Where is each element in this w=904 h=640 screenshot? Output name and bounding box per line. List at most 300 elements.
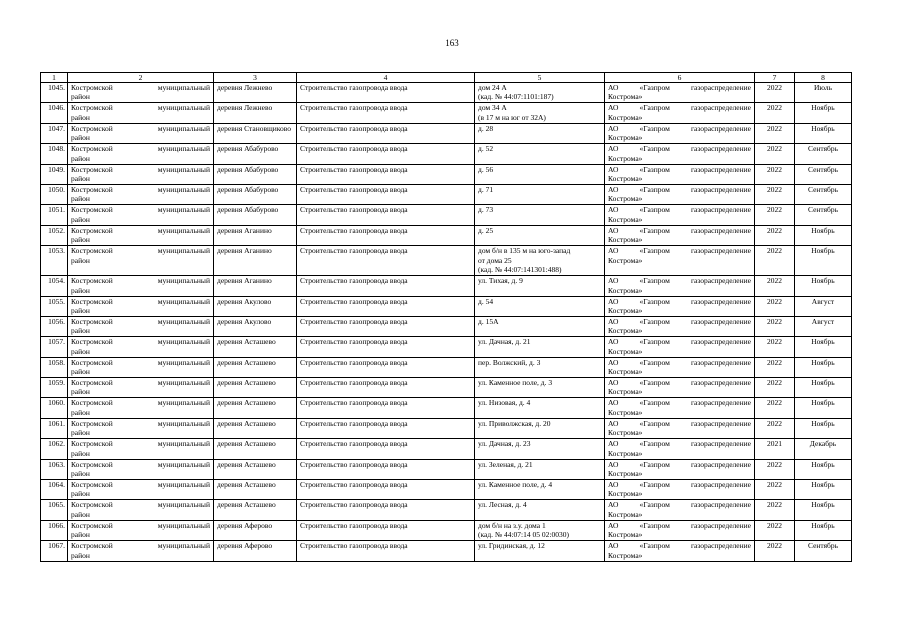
table-row (41, 378, 852, 398)
row-number: 1057. (48, 337, 65, 347)
settlement-name: деревня Асташево (217, 337, 276, 347)
work-description: Строительство газопровода ввода (300, 83, 408, 92)
settlement-cell (214, 541, 297, 561)
municipality-unit: район (71, 92, 90, 102)
organization-name-part: газораспределение (690, 205, 751, 215)
month-cell (795, 205, 852, 225)
municipality-type: муниципальный (157, 480, 210, 490)
address-line: дом б/н в 135 м на юго-запад (478, 246, 571, 256)
table-row (41, 103, 852, 123)
table-row (41, 439, 852, 459)
year-value: 2022 (767, 459, 782, 469)
municipality-name: Костромской (71, 123, 113, 133)
address-line: ул. Каменное поле, д. 3 (478, 378, 553, 388)
work-description: Строительство газопровода ввода (300, 123, 408, 133)
address-line: (в 17 м на юг от 32А) (478, 112, 546, 122)
organization-form: АО (608, 205, 619, 215)
month-value: Сентябрь (807, 184, 839, 194)
month-cell (795, 459, 852, 479)
municipality-cell (68, 225, 214, 245)
organization-cell (605, 296, 755, 316)
address-line: ул. Тихая, д. 9 (478, 276, 523, 286)
municipality-unit: район (71, 509, 90, 519)
work-cell (297, 500, 475, 520)
month-cell (795, 439, 852, 459)
row-number-cell (41, 398, 68, 418)
organization-name-part: Кострома» (608, 214, 643, 224)
table-row (41, 144, 852, 164)
work-description: Строительство газопровода ввода (300, 541, 408, 551)
municipality-unit: район (71, 530, 90, 540)
row-number: 1062. (48, 439, 65, 449)
work-description: Строительство газопровода ввода (300, 246, 408, 256)
work-cell (297, 246, 475, 276)
work-cell (297, 520, 475, 540)
table-row (41, 459, 852, 479)
settlement-cell (214, 184, 297, 204)
month-value: Ноябрь (811, 246, 835, 256)
settlement-name: деревня Абабурово (217, 205, 279, 215)
address-line: д. 56 (478, 164, 494, 174)
organization-name-part: «Газпром (639, 246, 670, 256)
address-cell (475, 164, 605, 184)
address-cell (475, 337, 605, 357)
row-number: 1060. (48, 398, 65, 408)
organization-name-part: газораспределение (690, 337, 751, 347)
month-cell (795, 164, 852, 184)
municipality-cell (68, 357, 214, 377)
year-value: 2022 (767, 296, 782, 306)
organization-name-part: «Газпром (639, 480, 670, 490)
municipality-type: муниципальный (157, 184, 210, 194)
organization-cell (605, 246, 755, 276)
table-row (41, 316, 852, 336)
address-line: пер. Волжский, д. 3 (478, 357, 541, 367)
settlement-cell (214, 144, 297, 164)
work-cell (297, 316, 475, 336)
work-cell (297, 459, 475, 479)
municipality-unit: район (71, 133, 90, 143)
organization-cell (605, 418, 755, 438)
municipality-name: Костромской (71, 459, 113, 469)
work-description: Строительство газопровода ввода (300, 418, 408, 428)
year-cell (755, 520, 795, 540)
municipality-cell (68, 459, 214, 479)
year-value: 2022 (767, 357, 782, 367)
organization-name-part: газораспределение (690, 184, 751, 194)
organization-name-part: «Газпром (639, 418, 670, 428)
organization-name-part: «Газпром (639, 541, 670, 551)
organization-name-part: газораспределение (690, 276, 751, 286)
municipality-type: муниципальный (157, 83, 210, 92)
row-number-cell (41, 83, 68, 103)
address-cell (475, 459, 605, 479)
municipality-unit: район (71, 214, 90, 224)
row-number: 1056. (48, 316, 65, 326)
month-cell (795, 520, 852, 540)
address-line: дом 34 А (478, 103, 507, 113)
month-cell (795, 225, 852, 245)
municipality-name: Костромской (71, 378, 113, 388)
row-number: 1047. (48, 123, 65, 133)
month-value: Ноябрь (811, 337, 835, 347)
table-row (41, 357, 852, 377)
organization-name-part: «Газпром (639, 439, 670, 449)
organization-name-part: Кострома» (608, 407, 643, 417)
settlement-cell (214, 378, 297, 398)
organization-cell (605, 103, 755, 123)
table-row (41, 418, 852, 438)
organization-cell (605, 316, 755, 336)
month-value: Ноябрь (811, 123, 835, 133)
row-number: 1064. (48, 480, 65, 490)
organization-name-part: Кострома» (608, 153, 643, 163)
organization-name-part: «Газпром (639, 500, 670, 510)
table-row (41, 164, 852, 184)
work-description: Строительство газопровода ввода (300, 164, 408, 174)
year-cell (755, 480, 795, 500)
settlement-name: деревня Асташево (217, 459, 276, 469)
settlement-name: деревня Аганино (217, 246, 272, 256)
year-value: 2022 (767, 418, 782, 428)
municipality-unit: район (71, 326, 90, 336)
organization-name-part: «Газпром (639, 337, 670, 347)
address-cell (475, 418, 605, 438)
table-body (41, 83, 852, 562)
address-cell (475, 103, 605, 123)
organization-name-part: газораспределение (690, 225, 751, 235)
row-number-cell (41, 123, 68, 143)
address-line: от дома 25 (478, 255, 512, 265)
month-cell (795, 316, 852, 336)
table-row (41, 225, 852, 245)
municipality-unit: район (71, 550, 90, 560)
organization-form: АО (608, 83, 619, 92)
settlement-name: деревня Асташево (217, 439, 276, 449)
organization-form: АО (608, 520, 619, 530)
organization-form: АО (608, 103, 619, 113)
settlement-cell (214, 398, 297, 418)
organization-name-part: газораспределение (690, 439, 751, 449)
year-cell (755, 398, 795, 418)
municipality-type: муниципальный (157, 276, 210, 286)
organization-form: АО (608, 439, 619, 449)
column-header-3: 3 (214, 73, 297, 83)
municipality-cell (68, 296, 214, 316)
year-cell (755, 123, 795, 143)
month-value: Сентябрь (807, 541, 839, 551)
organization-form: АО (608, 500, 619, 510)
year-value: 2022 (767, 398, 782, 408)
address-cell (475, 398, 605, 418)
address-line: дом 24 А (478, 83, 507, 92)
address-cell (475, 276, 605, 296)
row-number-cell (41, 276, 68, 296)
year-value: 2022 (767, 205, 782, 215)
organization-name-part: газораспределение (690, 418, 751, 428)
municipality-unit: район (71, 255, 90, 265)
row-number: 1065. (48, 500, 65, 510)
municipality-name: Костромской (71, 83, 113, 92)
work-cell (297, 378, 475, 398)
municipality-name: Костромской (71, 144, 113, 154)
address-line: д. 52 (478, 144, 494, 154)
row-number-cell (41, 378, 68, 398)
month-value: Ноябрь (811, 520, 835, 530)
municipality-type: муниципальный (157, 459, 210, 469)
year-cell (755, 164, 795, 184)
year-value: 2022 (767, 520, 782, 530)
organization-name-part: Кострома» (608, 133, 643, 143)
organization-form: АО (608, 123, 619, 133)
municipality-cell (68, 337, 214, 357)
municipality-type: муниципальный (157, 144, 210, 154)
work-description: Строительство газопровода ввода (300, 439, 408, 449)
municipality-unit: район (71, 387, 90, 397)
organization-form: АО (608, 418, 619, 428)
organization-form: АО (608, 398, 619, 408)
address-cell (475, 296, 605, 316)
address-cell (475, 480, 605, 500)
address-cell (475, 378, 605, 398)
organization-cell (605, 520, 755, 540)
municipality-unit: район (71, 305, 90, 315)
address-cell (475, 357, 605, 377)
address-line: ул. Низовая, д. 4 (478, 398, 531, 408)
column-header-1: 1 (41, 73, 68, 83)
work-description: Строительство газопровода ввода (300, 459, 408, 469)
month-cell (795, 123, 852, 143)
table-row (41, 480, 852, 500)
settlement-name: деревня Лежнево (217, 103, 273, 113)
organization-name-part: Кострома» (608, 92, 643, 102)
year-value: 2022 (767, 246, 782, 256)
organization-cell (605, 378, 755, 398)
month-value: Ноябрь (811, 378, 835, 388)
organization-name-part: «Газпром (639, 164, 670, 174)
work-cell (297, 225, 475, 245)
month-value: Ноябрь (811, 276, 835, 286)
settlement-cell (214, 316, 297, 336)
organization-cell (605, 83, 755, 103)
organization-name-part: Кострома» (608, 448, 643, 458)
month-value: Сентябрь (807, 144, 839, 154)
month-value: Ноябрь (811, 459, 835, 469)
month-value: Ноябрь (811, 398, 835, 408)
work-description: Строительство газопровода ввода (300, 276, 408, 286)
row-number-cell (41, 184, 68, 204)
year-cell (755, 83, 795, 103)
year-value: 2022 (767, 276, 782, 286)
address-cell (475, 439, 605, 459)
settlement-name: деревня Асташево (217, 480, 276, 490)
settlement-name: деревня Асташево (217, 418, 276, 428)
work-cell (297, 357, 475, 377)
settlement-cell (214, 500, 297, 520)
address-line: (кад. № 44:07:141301:488) (478, 264, 562, 274)
address-cell (475, 520, 605, 540)
municipality-name: Костромской (71, 316, 113, 326)
year-value: 2022 (767, 500, 782, 510)
row-number-cell (41, 500, 68, 520)
row-number: 1052. (48, 225, 65, 235)
year-cell (755, 184, 795, 204)
settlement-cell (214, 357, 297, 377)
municipality-type: муниципальный (157, 541, 210, 551)
settlement-name: деревня Асташево (217, 378, 276, 388)
address-cell (475, 500, 605, 520)
table-row (41, 337, 852, 357)
row-number: 1066. (48, 520, 65, 530)
table-row (41, 541, 852, 561)
year-cell (755, 225, 795, 245)
municipality-name: Костромской (71, 480, 113, 490)
address-cell (475, 123, 605, 143)
settlement-cell (214, 459, 297, 479)
settlement-cell (214, 276, 297, 296)
address-line: ул. Каменное поле, д. 4 (478, 480, 553, 490)
work-description: Строительство газопровода ввода (300, 357, 408, 367)
municipality-cell (68, 520, 214, 540)
column-header-4: 4 (297, 73, 475, 83)
gas-pipeline-schedule-table (40, 72, 852, 562)
year-cell (755, 205, 795, 225)
settlement-cell (214, 439, 297, 459)
municipality-type: муниципальный (157, 103, 210, 113)
organization-cell (605, 541, 755, 561)
work-cell (297, 337, 475, 357)
municipality-cell (68, 103, 214, 123)
year-cell (755, 439, 795, 459)
row-number-cell (41, 520, 68, 540)
work-cell (297, 184, 475, 204)
year-value: 2022 (767, 83, 782, 92)
year-value: 2022 (767, 480, 782, 490)
row-number: 1049. (48, 164, 65, 174)
work-cell (297, 164, 475, 184)
municipality-type: муниципальный (157, 337, 210, 347)
row-number-cell (41, 337, 68, 357)
table-row (41, 520, 852, 540)
work-cell (297, 103, 475, 123)
municipality-name: Костромской (71, 225, 113, 235)
year-cell (755, 500, 795, 520)
column-header-6: 6 (605, 73, 755, 83)
organization-cell (605, 144, 755, 164)
address-line: д. 25 (478, 225, 494, 235)
settlement-name: деревня Аферово (217, 520, 273, 530)
municipality-name: Костромской (71, 276, 113, 286)
organization-name-part: «Газпром (639, 103, 670, 113)
settlement-name: деревня Становщиково (217, 123, 292, 133)
organization-name-part: «Газпром (639, 296, 670, 306)
settlement-cell (214, 520, 297, 540)
work-description: Строительство газопровода ввода (300, 520, 408, 530)
month-cell (795, 83, 852, 103)
municipality-unit: район (71, 346, 90, 356)
municipality-name: Костромской (71, 184, 113, 194)
municipality-type: муниципальный (157, 378, 210, 388)
month-cell (795, 378, 852, 398)
municipality-name: Костромской (71, 296, 113, 306)
municipality-cell (68, 439, 214, 459)
work-cell (297, 398, 475, 418)
month-cell (795, 337, 852, 357)
settlement-name: деревня Абабурово (217, 164, 279, 174)
municipality-unit: район (71, 194, 90, 204)
settlement-name: деревня Абабурово (217, 144, 279, 154)
organization-cell (605, 439, 755, 459)
municipality-name: Костромской (71, 246, 113, 256)
municipality-unit: район (71, 428, 90, 438)
row-number-cell (41, 296, 68, 316)
table-row (41, 184, 852, 204)
year-value: 2022 (767, 378, 782, 388)
month-value: Август (811, 316, 835, 326)
month-cell (795, 276, 852, 296)
organization-name-part: Кострома» (608, 255, 643, 265)
work-description: Строительство газопровода ввода (300, 205, 408, 215)
year-cell (755, 418, 795, 438)
organization-form: АО (608, 459, 619, 469)
organization-name-part: Кострома» (608, 469, 643, 479)
municipality-type: муниципальный (157, 225, 210, 235)
row-number-cell (41, 225, 68, 245)
organization-form: АО (608, 357, 619, 367)
month-cell (795, 296, 852, 316)
settlement-cell (214, 205, 297, 225)
row-number-cell (41, 480, 68, 500)
organization-name-part: «Газпром (639, 144, 670, 154)
organization-form: АО (608, 296, 619, 306)
year-value: 2022 (767, 103, 782, 113)
year-value: 2022 (767, 184, 782, 194)
settlement-cell (214, 164, 297, 184)
month-value: Август (811, 296, 835, 306)
year-cell (755, 296, 795, 316)
organization-name-part: Кострома» (608, 305, 643, 315)
address-line: д. 73 (478, 205, 494, 215)
municipality-cell (68, 480, 214, 500)
municipality-unit: район (71, 285, 90, 295)
row-number: 1055. (48, 296, 65, 306)
organization-name-part: «Газпром (639, 276, 670, 286)
settlement-name: деревня Асташево (217, 500, 276, 510)
row-number-cell (41, 418, 68, 438)
table-row (41, 500, 852, 520)
row-number: 1050. (48, 184, 65, 194)
municipality-type: муниципальный (157, 316, 210, 326)
address-line: ул. Лесная, д. 4 (478, 500, 527, 510)
work-cell (297, 276, 475, 296)
month-value: Ноябрь (811, 225, 835, 235)
work-description: Строительство газопровода ввода (300, 316, 408, 326)
organization-name-part: Кострома» (608, 112, 643, 122)
address-line: д. 15А (478, 316, 499, 326)
organization-name-part: «Газпром (639, 83, 670, 92)
organization-cell (605, 276, 755, 296)
month-cell (795, 500, 852, 520)
address-line: (кад. № 44:07:1101:187) (478, 92, 554, 102)
row-number: 1058. (48, 357, 65, 367)
row-number-cell (41, 103, 68, 123)
month-value: Ноябрь (811, 103, 835, 113)
month-cell (795, 184, 852, 204)
row-number: 1061. (48, 418, 65, 428)
year-cell (755, 103, 795, 123)
organization-form: АО (608, 164, 619, 174)
work-description: Строительство газопровода ввода (300, 398, 408, 408)
